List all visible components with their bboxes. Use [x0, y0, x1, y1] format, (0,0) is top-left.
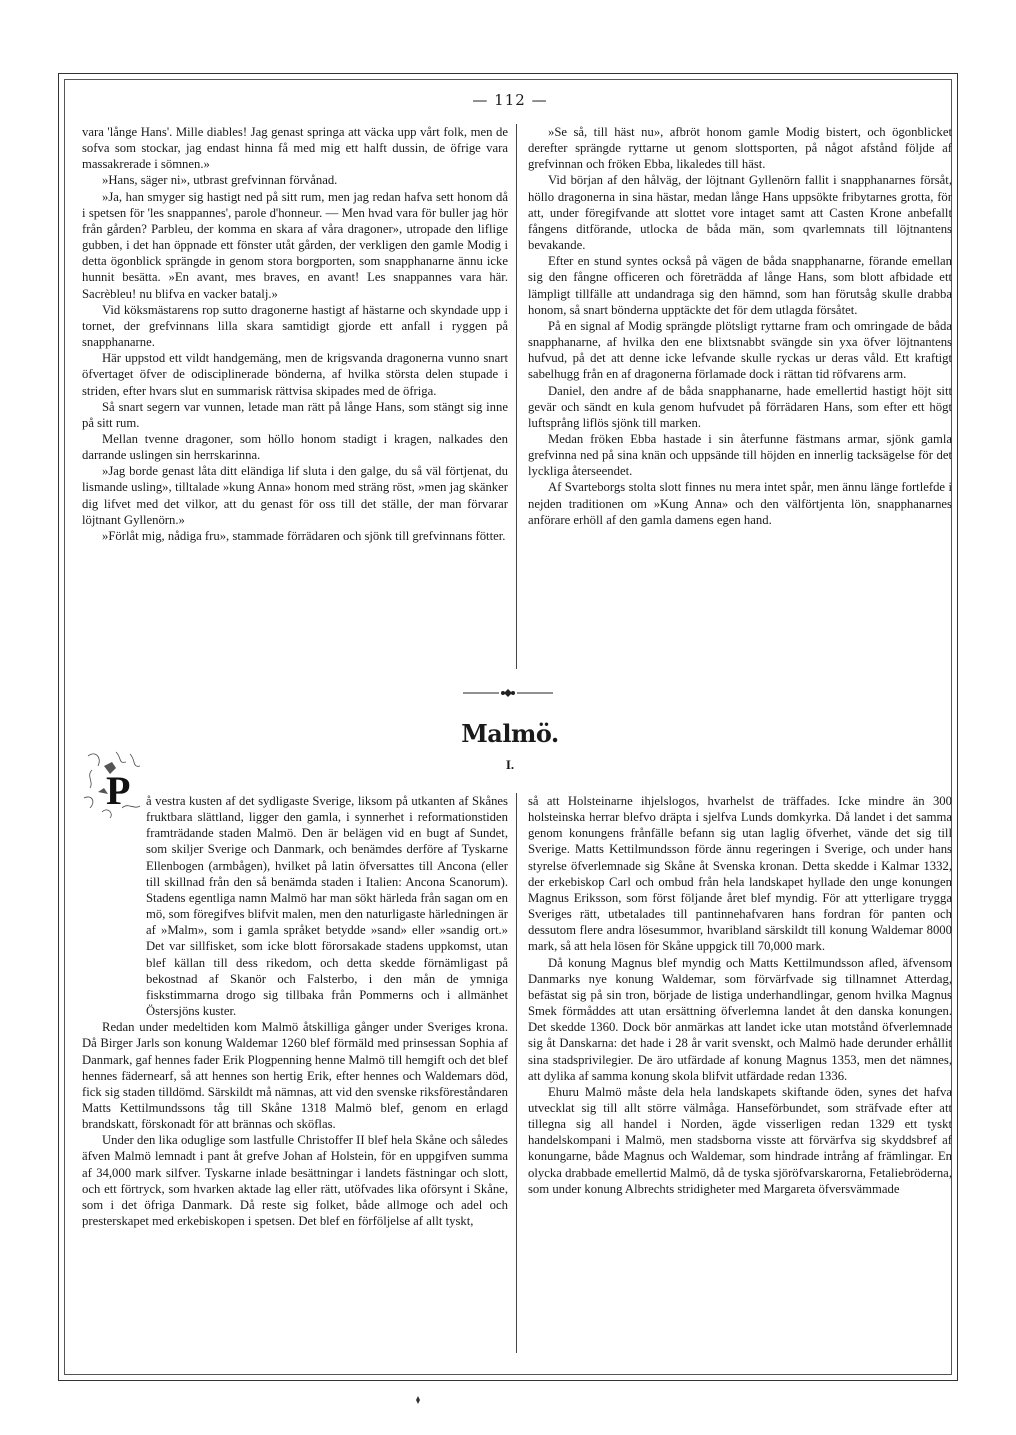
paragraph: »Jag borde genast låta ditt eländiga lif sluta i den galge, du så väl förtjenat, du lismande usling», tilltalade »kung Anna» honom med sträng röst, »men jag skänker dig lifvet med det vilkor, att du genast för oss till det ställe, der man förvarar löjtnant Gyllenörn.»: [82, 464, 508, 527]
paragraph: »Förlåt mig, nådiga fru», stammade förrädaren och sjönk till grefvinnans fötter.: [102, 528, 506, 543]
paragraph: Vid köksmästarens rop sutto dragonerne hastigt af hästarne och skyndade upp i tornet, der grefvinnans lilla skara samtidigt gjorde ett anfall i ryggen på snapphanarne.: [82, 302, 508, 350]
paragraph: »Se så, till häst nu», afbröt honom gamle Modig bistert, och ögonblicket derefter sprängde ryttarne ut genom slottsporten, på något afstånd följde af grefvinnan och fröken Ebba, likaledes till häst.: [528, 125, 952, 172]
lower-right-column: [528, 793, 952, 1197]
paragraph: Vid början af den hålväg, der löjtnant Gyllenörn fallit i snapphanarnes försåt, höllo dragonerna in sina hästar, medan långe Hans uppsökte fribytarnes grotta, för att, under föregifvande att slottet vore intaget samt att Casten Krone anbefallt fångens ditförande, utlocka de båda män, som qvarlemnats till löjtnantens bevakande.: [528, 173, 952, 253]
paragraph: Då konung Magnus blef myndig och Matts Kettilmundsson afled, äfvensom Danmarks nye konung Waldemar, som förvärfvade sig tillnamnet Atterdag, befästat sig på sin tron, började de listiga underhandlingar, genom hvilka Magnus Smek förmåddes att utan ersättning öfverlemna landet åt den danska konungen. Det skedde 1360. Dock bör anmärkas att landet icke utan motstånd öfverlemnade sig åt Danskarna: det hade i 28 år varit svenskt, och Malmö hade derunder erhållit sina stadsprivilegier. De äro utfärdade af konung Magnus 1353, men det nämnes, att dylika af samma konung skola blifvit utfärdade redan 1336.: [528, 955, 952, 1083]
paragraph: »Hans, säger ni», utbrast grefvinnan förvånad.: [102, 173, 338, 188]
paragraph: På en signal af Modig sprängde plötsligt ryttarne fram och omringade de båda snapphanarne, af hvilka den ene blixtsnabbt svängde sin yxa öfver löjtnantens hufvud, på det att denne icke lefvande skulle ryckas ur deras våld. Ett kraftigt sabelhugg från en af dragonerna förlamade dock i rättan tid röfvarens arm.: [528, 318, 952, 382]
upper-column-divider: [516, 124, 517, 669]
paragraph: vara 'långe Hans'. Mille diables! Jag genast springa att väcka upp vårt folk, men de sofva som stockar, jag endast hinna få med mig ett halft dussin, de öfrige vara massakrerade i sömnen.»: [82, 125, 508, 172]
paragraph: Så snart segern var vunnen, letade man rätt på långe Hans, som stängt sig inne på sitt rum.: [82, 399, 508, 430]
lower-left-column: [82, 793, 508, 1229]
paragraph: Under den lika oduglige som lastfulle Christoffer II blef hela Skåne och således äfven Malmö lemnadt i pant åt grefve Johan af Holstein, för en uppgifven summa af 34,000 mark silfver. Tyskarne inlade besättningar i landets fästningar och slott, och ett förtryck, som hvarken aktade lag eller rätt, utöfvades lika oförsynt i Skåne, som i det öfriga Danmark. Då reste sig folket, både allmoge och adel och presterskapet med erkebiskopen i spetsen. Det blef en förföljelse af allt tyskt,: [82, 1133, 508, 1229]
dropcap-letter: P: [106, 768, 131, 813]
paragraph: »Ja, han smyger sig hastigt ned på sitt rum, men jag redan hafva sett honom då i spetsen för 'les snappannes', parole d'honneur. — Men hvad vara för buller jag hör från gården? Parbleu, der komma en skara af våra dragoner», utropade den liflige gubben, i det han öppnade ett fönster utåt gården, der verkligen den gamle Modig i detta ögonblick sprängde in genom stora borgporten, som snapphanarne ännu icke hunnit besätta. »En avant, mes braves, en avant! Les snappannes vara här. Sacrèbleu! nu blifva en vacker batalj.»: [82, 189, 508, 301]
paragraph: så att Holsteinarne ihjelslogos, hvarhelst de träffades. Icke mindre än 300 holsteinska herrar blefvo dräpta i sjelfva Lunds domkyrka. Då landet i det samma genom konungens frånfälle befann sig utan laglig öfverhet, vände det sig till Sverige. Matts Kettilmundsson förde ännu regeringen i Sverige, och under hans styrelse öfverlemnade sig Skåne åt Svenska kronan. Detta skedde i Kalmar 1332, der erkebiskop Carl och ombud från hela landskapet hyllade den unge konungen Magnus Eriksson, som först följande året blef myndig. För att ytterligare trygga Sveriges rätt, utbetalades till pantinnehafvaren hans fordran för panten och dessutom flere andra lösesummor, hvaribland särskildt till konung Waldemar 8000 mark, så att hela lösen för Skåne uppgick till 70,000 mark.: [528, 794, 952, 954]
upper-right-column: [528, 124, 952, 528]
paragraph: Daniel, den andre af de båda snapphanarne, hade emellertid hastigt höjt sitt gevär och sändt en kula genom hufvudet på förrädaren Hans, som efter ett högt luftsprång liflös sjönk till marken.: [528, 383, 952, 430]
paragraph: Medan fröken Ebba hastade i sin återfunne fästmans armar, sjönk gamla grefvinna ned på sina knän och uppsände till höjden en innerlig tacksägelse för det lyckliga återseendet.: [528, 431, 952, 479]
upper-left-column: [82, 124, 508, 544]
paragraph: Redan under medeltiden kom Malmö åtskilliga gånger under Sveriges krona. Då Birger Jarls son konung Waldemar 1260 blef förmäld med prinsessan Sophia af Danmark, gaf hennes fader Erik Plogpenning henne Malmö till hemgift och det blef hennes fädernearf, så att hennes son hertig Erik, efter hennes och Waldemars död, fick sig staden tilldömd. Särskildt må nämnas, att vid den svenske riksföreståndaren Matts Kettilmundssons tåg till Skåne 1318 Malmö blef, genom en erlagd brandskatt, förskonadt för att brännas och sköflas.: [82, 1020, 508, 1132]
paragraph: Ehuru Malmö måste dela hela landskapets skiftande öden, synes det hafva utvecklat sig till allt större välmåga. Hanseförbundet, som sträfvade efter att tillegna sig all handel i Norden, ägde visserligen redan 1329 ett tyskt handelskompani i Malmö, men stadsborna visste att förvärfva sig skyddsbref af konungarne, både Magnus och Waldemar, som hindrade intrång af främlingar. En olycka drabbade emellertid Malmö, då de tyska sjöröfvarskarorna, Fetaliebröderna, som under konung Albrechts stridigheter med Margareta öfversvämmade: [528, 1084, 952, 1196]
paragraph: Mellan tvenne dragoner, som höllo honom stadigt i kragen, nalkades den darrande uslingen sin herrskarinna.: [82, 431, 508, 463]
lower-column-divider: [516, 793, 517, 1353]
print-mark-icon: [415, 1396, 421, 1404]
paragraph: Efter en stund syntes också på vägen de båda snapphanarne, förande emellan sig den fångne officeren och företrädda af långe Hans, som blott afbidade ett lämpligt tillfälle att undandraga sig den hämnd, som han förutsåg skulle drabba honom, så snart bönderna upptäckte det för dem utlagda försåtet.: [528, 254, 952, 317]
paragraph: Här uppstod ett vildt handgemäng, men de krigsvanda dragonerna vunno snart öfvertaget öfver de odisciplinerade bönderna, af hvilka största delen stupade i striden, efter hvars slut en summarisk rättvisa skipades med de öfriga.: [82, 351, 508, 398]
ornamental-separator-icon: [463, 688, 553, 698]
paragraph: Af Svarteborgs stolta slott finnes nu mera intet spår, men ännu länge fortlefde i nejden traditionen om »Kung Anna» och den välförtjenta lön, snapphanarnes anförare erhöll af den gamla damens egen hand.: [528, 480, 952, 527]
article-opening-paragraph: å vestra kusten af det sydligaste Sverige, liksom på utkanten af Skånes fruktbara slättland, ligger den gamla, i synnerhet i reformationstiden framträdande staden Malmö. Den är belägen vid en bugt af Sundet, som skiljer Sverige och Danmark, och benämdes derföre af Tyskarne Ellenbogen (armbågen), hvilket på latin öfversattes till Ancona (eller till skillnad från den så benämda staden i Italien: Ancona Scanorum). Stadens egentliga namn Malmö har man sökt härleda från sagan om en mö, som föregifves blifvit malen, men den naturligaste härledningen är af »Malm», som i gamla språket betydde »sand» eller »sandig ort.» Det var sillfisket, som icke blott förorsakade stadens uppkomst, utan blef källan till dess rikedom, och detta skedde förnämligast på bekostnad af Skanör och Falsterbo, i den mån de ymniga fiskstimmarna drogo sig tillbaka från Pommerns och i allmänhet Östersjöns kuster.: [146, 794, 508, 1019]
article-section-number: I.: [505, 757, 515, 772]
article-title: Malmö.: [461, 719, 559, 748]
page-number: — 112 —: [472, 91, 548, 109]
